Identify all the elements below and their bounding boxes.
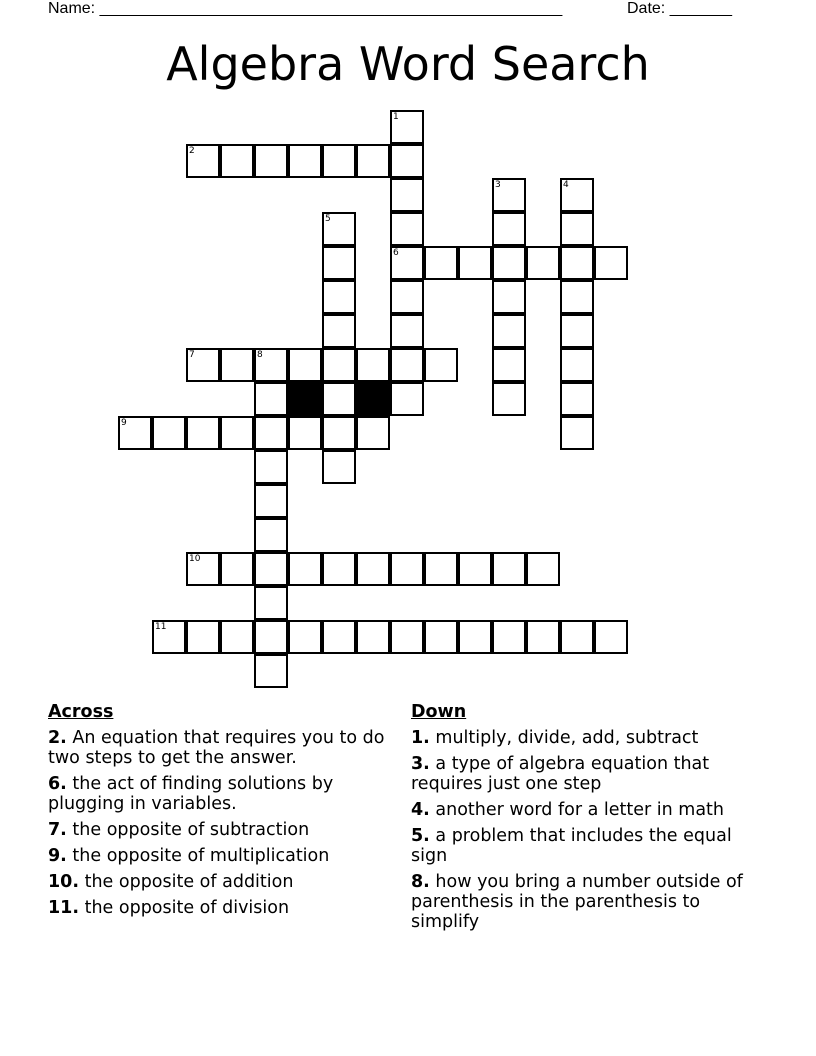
across-clue bbox=[48, 898, 388, 918]
clue-number: 3. bbox=[411, 754, 430, 774]
crossword-cell[interactable] bbox=[322, 144, 356, 178]
crossword-cell[interactable] bbox=[220, 620, 254, 654]
crossword-cell[interactable] bbox=[560, 246, 594, 280]
clue-number-label: 10 bbox=[189, 554, 201, 564]
crossword-cell[interactable] bbox=[492, 314, 526, 348]
crossword-cell[interactable] bbox=[458, 246, 492, 280]
crossword-cell[interactable] bbox=[220, 144, 254, 178]
crossword-cell[interactable] bbox=[186, 144, 220, 178]
crossword-cell[interactable] bbox=[254, 484, 288, 518]
crossword-cell[interactable] bbox=[254, 654, 288, 688]
crossword-cell[interactable] bbox=[390, 620, 424, 654]
crossword-cell[interactable] bbox=[356, 144, 390, 178]
crossword-cell[interactable] bbox=[526, 246, 560, 280]
crossword-cell[interactable] bbox=[152, 416, 186, 450]
crossword-cell[interactable] bbox=[220, 348, 254, 382]
crossword-cell[interactable] bbox=[390, 382, 424, 416]
across-clue bbox=[48, 728, 388, 768]
crossword-cell[interactable] bbox=[458, 552, 492, 586]
crossword-cell[interactable] bbox=[288, 620, 322, 654]
clue-number: 10. bbox=[48, 872, 80, 892]
clue-text: a type of algebra equation that requires just one step bbox=[411, 754, 710, 794]
crossword-cell[interactable] bbox=[492, 382, 526, 416]
crossword-cell[interactable] bbox=[186, 416, 220, 450]
clue-text: how you bring a number outside of parenthesis in the parenthesis to simplify bbox=[411, 872, 743, 932]
across-clue bbox=[48, 846, 388, 866]
crossword-cell[interactable] bbox=[560, 348, 594, 382]
crossword-cell[interactable] bbox=[322, 212, 356, 246]
clue-number: 5. bbox=[411, 826, 430, 846]
clue-number-label: 9 bbox=[121, 418, 127, 428]
crossword-cell[interactable] bbox=[288, 552, 322, 586]
across-clue bbox=[48, 774, 388, 814]
crossword-cell[interactable] bbox=[254, 382, 288, 416]
crossword-cell[interactable] bbox=[322, 382, 356, 416]
crossword-cell[interactable] bbox=[288, 416, 322, 450]
clue-number-label: 8 bbox=[257, 350, 263, 360]
crossword-cell[interactable] bbox=[390, 280, 424, 314]
crossword-cell[interactable] bbox=[254, 552, 288, 586]
down-heading: Down bbox=[411, 702, 467, 722]
clue-number: 8. bbox=[411, 872, 430, 892]
across-clue bbox=[48, 820, 388, 840]
crossword-cell[interactable] bbox=[186, 620, 220, 654]
clue-number: 6. bbox=[48, 774, 67, 794]
date-field-label[interactable]: Date: _______ bbox=[627, 0, 732, 17]
crossword-cell[interactable] bbox=[254, 416, 288, 450]
crossword-cell[interactable] bbox=[254, 518, 288, 552]
crossword-cell[interactable] bbox=[560, 178, 594, 212]
crossword-cell[interactable] bbox=[186, 348, 220, 382]
crossword-cell[interactable] bbox=[322, 620, 356, 654]
clue-number: 4. bbox=[411, 800, 430, 820]
black-cell bbox=[288, 382, 322, 416]
crossword-cell[interactable] bbox=[594, 246, 628, 280]
clue-number-label: 3 bbox=[495, 180, 501, 190]
clue-number: 11. bbox=[48, 898, 80, 918]
crossword-cell[interactable] bbox=[390, 348, 424, 382]
crossword-cell[interactable] bbox=[492, 552, 526, 586]
clue-number-label: 5 bbox=[325, 214, 331, 224]
crossword-cell[interactable] bbox=[424, 348, 458, 382]
crossword-cell[interactable] bbox=[390, 110, 424, 144]
crossword-cell[interactable] bbox=[492, 348, 526, 382]
across-clue bbox=[48, 872, 388, 892]
clue-text: the opposite of division bbox=[84, 898, 290, 918]
clue-text: a problem that includes the equal sign bbox=[411, 826, 732, 866]
clue-text: An equation that requires you to do two steps to get the answer. bbox=[48, 728, 385, 768]
crossword-cell[interactable] bbox=[492, 246, 526, 280]
crossword-cell[interactable] bbox=[186, 552, 220, 586]
crossword-cell[interactable] bbox=[594, 620, 628, 654]
crossword-cell[interactable] bbox=[356, 416, 390, 450]
crossword-cell[interactable] bbox=[492, 178, 526, 212]
crossword-cell[interactable] bbox=[118, 416, 152, 450]
crossword-cell[interactable] bbox=[390, 552, 424, 586]
clue-number-label: 4 bbox=[563, 180, 569, 190]
down-clue bbox=[411, 826, 761, 866]
crossword-cell[interactable] bbox=[254, 620, 288, 654]
crossword-cell[interactable] bbox=[288, 144, 322, 178]
clue-number: 1. bbox=[411, 728, 430, 748]
clue-number: 7. bbox=[48, 820, 67, 840]
crossword-cell[interactable] bbox=[322, 552, 356, 586]
clue-text: the opposite of subtraction bbox=[72, 820, 310, 840]
black-cell bbox=[356, 382, 390, 416]
clue-text: the opposite of multiplication bbox=[72, 846, 330, 866]
crossword-cell[interactable] bbox=[322, 280, 356, 314]
crossword-cell[interactable] bbox=[492, 620, 526, 654]
crossword-cell[interactable] bbox=[254, 450, 288, 484]
crossword-cell[interactable] bbox=[322, 314, 356, 348]
clue-number-label: 6 bbox=[393, 248, 399, 258]
down-clue bbox=[411, 728, 761, 748]
across-heading: Across bbox=[48, 702, 114, 722]
crossword-cell[interactable] bbox=[356, 348, 390, 382]
crossword-cell[interactable] bbox=[390, 144, 424, 178]
clue-text: another word for a letter in math bbox=[435, 800, 725, 820]
crossword-cell[interactable] bbox=[424, 620, 458, 654]
clue-number: 9. bbox=[48, 846, 67, 866]
name-field-label[interactable]: Name: ____________________________________________________ bbox=[48, 0, 563, 17]
crossword-cell[interactable] bbox=[322, 416, 356, 450]
crossword-cell[interactable] bbox=[560, 280, 594, 314]
crossword-cell[interactable] bbox=[560, 416, 594, 450]
crossword-cell[interactable] bbox=[424, 246, 458, 280]
crossword-cell[interactable] bbox=[560, 620, 594, 654]
crossword-cell[interactable] bbox=[254, 348, 288, 382]
clue-text: the act of finding solutions by plugging in variables. bbox=[48, 774, 334, 814]
crossword-cell[interactable] bbox=[356, 620, 390, 654]
clue-text: the opposite of addition bbox=[84, 872, 294, 892]
crossword-cell[interactable] bbox=[560, 212, 594, 246]
crossword-cell[interactable] bbox=[220, 416, 254, 450]
clue-number-label: 11 bbox=[155, 622, 167, 632]
crossword-cell[interactable] bbox=[492, 212, 526, 246]
crossword-cell[interactable] bbox=[254, 144, 288, 178]
crossword-cell[interactable] bbox=[424, 552, 458, 586]
crossword-cell[interactable] bbox=[560, 382, 594, 416]
crossword-cell[interactable] bbox=[288, 348, 322, 382]
down-clue bbox=[411, 872, 761, 932]
crossword-cell[interactable] bbox=[390, 314, 424, 348]
crossword-cell[interactable] bbox=[322, 450, 356, 484]
page-title: Algebra Word Search bbox=[166, 37, 650, 91]
crossword-cell[interactable] bbox=[220, 552, 254, 586]
across-clues bbox=[48, 702, 388, 924]
clue-number: 2. bbox=[48, 728, 67, 748]
crossword-cell[interactable] bbox=[526, 620, 560, 654]
crossword-cell[interactable] bbox=[390, 178, 424, 212]
clue-text: multiply, divide, add, subtract bbox=[435, 728, 699, 748]
crossword-cell[interactable] bbox=[322, 246, 356, 280]
down-clue bbox=[411, 754, 761, 794]
clue-number-label: 2 bbox=[189, 146, 195, 156]
crossword-cell[interactable] bbox=[356, 552, 390, 586]
down-clue bbox=[411, 800, 761, 820]
crossword-cell[interactable] bbox=[152, 620, 186, 654]
crossword-cell[interactable] bbox=[560, 314, 594, 348]
down-clues bbox=[411, 702, 761, 938]
crossword-cell[interactable] bbox=[458, 620, 492, 654]
crossword-cell[interactable] bbox=[492, 280, 526, 314]
clue-number-label: 1 bbox=[393, 112, 399, 122]
crossword-cell[interactable] bbox=[322, 348, 356, 382]
crossword-cell[interactable] bbox=[390, 246, 424, 280]
crossword-cell[interactable] bbox=[526, 552, 560, 586]
clue-number-label: 7 bbox=[189, 350, 195, 360]
crossword-cell[interactable] bbox=[390, 212, 424, 246]
crossword-cell[interactable] bbox=[254, 586, 288, 620]
